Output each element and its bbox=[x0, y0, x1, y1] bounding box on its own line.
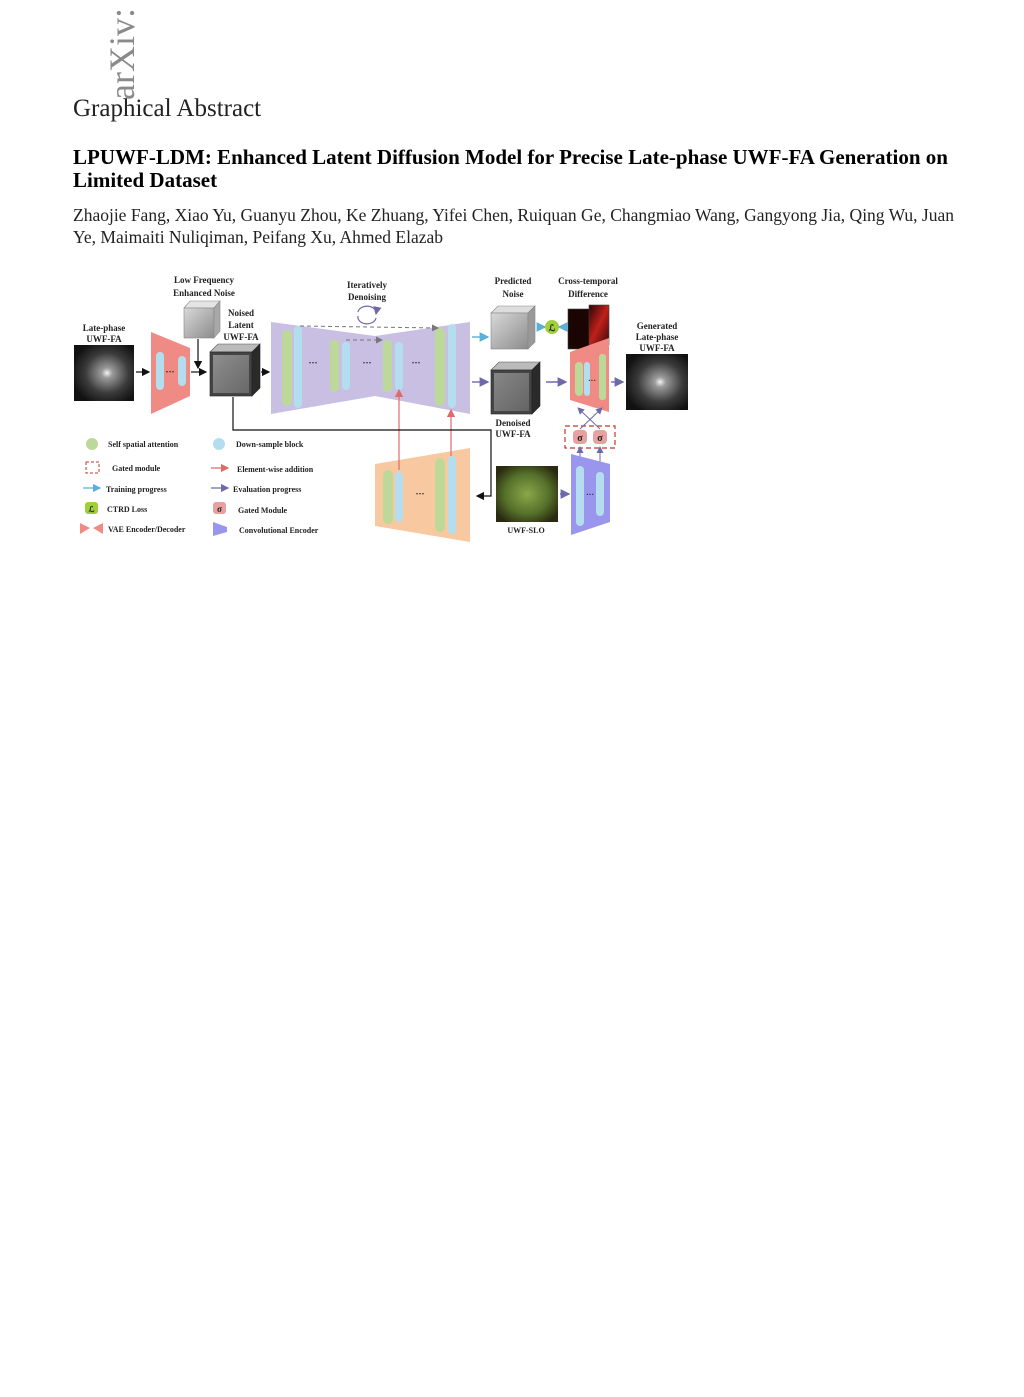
svg-text:Generated: Generated bbox=[636, 321, 678, 331]
svg-text:Low Frequency: Low Frequency bbox=[173, 275, 235, 285]
author-list: Zhaojie Fang, Xiao Yu, Guanyu Zhou, Ke Zhuang, Yifei Chen, Ruiquan Ge, Changmiao Wang, Gangyong Jia, Qing Wu, Juan Ye, Maimaiti Nuliqiman, Peifang Xu, Ahmed Elazab bbox=[73, 205, 955, 247]
svg-text:σ: σ bbox=[577, 433, 583, 444]
svg-text:···: ··· bbox=[415, 489, 425, 499]
arxiv-watermark: arXiv: bbox=[102, 8, 142, 100]
svg-text:···: ··· bbox=[362, 358, 372, 368]
svg-text:Denoised: Denoised bbox=[495, 418, 531, 428]
svg-text:Noised: Noised bbox=[227, 308, 255, 318]
predicted-noise-cube bbox=[491, 306, 535, 349]
graphical-abstract-heading: Graphical Abstract bbox=[73, 95, 262, 122]
svg-text:Late-phase: Late-phase bbox=[635, 332, 679, 342]
svg-text:Convolutional Encoder: Convolutional Encoder bbox=[239, 526, 319, 535]
svg-text:Difference: Difference bbox=[568, 289, 608, 299]
svg-text:Noise: Noise bbox=[502, 289, 524, 299]
paper-title: LPUWF-LDM: Enhanced Latent Diffusion Model for Precise Late-phase UWF-FA Generation on Limited Dataset bbox=[73, 145, 948, 192]
svg-text:σ: σ bbox=[597, 433, 603, 444]
late-phase-input-label bbox=[83, 323, 126, 344]
svg-text:···: ··· bbox=[308, 358, 318, 368]
svg-text:UWF-FA: UWF-FA bbox=[639, 343, 675, 353]
svg-text:···: ··· bbox=[165, 367, 175, 377]
uwf-slo-image bbox=[496, 466, 558, 522]
iterative-skip-arrow bbox=[300, 326, 438, 328]
svg-text:Late-phase: Late-phase bbox=[82, 323, 126, 333]
denoised-latent-cube bbox=[491, 362, 540, 414]
svg-text:Enhanced Noise: Enhanced Noise bbox=[173, 288, 235, 298]
svg-text:Element-wise addition: Element-wise addition bbox=[237, 465, 314, 474]
svg-text:UWF-FA: UWF-FA bbox=[495, 429, 531, 439]
noised-latent-label bbox=[223, 308, 259, 342]
graphical-abstract-figure bbox=[70, 266, 695, 546]
svg-text:Latent: Latent bbox=[228, 320, 254, 330]
svg-text:Gated module: Gated module bbox=[112, 464, 161, 473]
svg-text:···: ··· bbox=[411, 358, 421, 368]
denoised-uwf-fa-label bbox=[495, 418, 531, 439]
svg-text:Self spatial attention: Self spatial attention bbox=[108, 440, 179, 449]
low-frequency-noise-label bbox=[173, 275, 235, 298]
svg-text:Training progress: Training progress bbox=[106, 485, 167, 494]
svg-text:ℒ: ℒ bbox=[88, 505, 95, 514]
svg-text:UWF-FA: UWF-FA bbox=[86, 334, 122, 344]
svg-text:···: ··· bbox=[585, 490, 595, 499]
denoising-unet bbox=[271, 322, 470, 414]
noised-latent-cube bbox=[210, 344, 260, 396]
late-phase-uwf-fa-image bbox=[74, 345, 134, 401]
svg-text:CTRD Loss: CTRD Loss bbox=[107, 505, 148, 514]
svg-text:Denoising: Denoising bbox=[347, 292, 387, 302]
svg-text:Iteratively: Iteratively bbox=[347, 280, 387, 290]
generated-late-phase-label bbox=[636, 321, 679, 353]
svg-text:σ: σ bbox=[217, 504, 222, 514]
convolutional-encoder bbox=[571, 454, 610, 535]
legend bbox=[80, 438, 319, 536]
uwf-slo-label: UWF-SLO bbox=[507, 526, 545, 535]
predicted-noise-label bbox=[495, 276, 532, 299]
svg-text:Down-sample block: Down-sample block bbox=[236, 440, 304, 449]
svg-text:VAE Encoder/Decoder: VAE Encoder/Decoder bbox=[108, 525, 186, 534]
ctrd-loss-badge bbox=[545, 320, 559, 334]
low-frequency-noise-cube bbox=[184, 301, 220, 338]
svg-text:UWF-FA: UWF-FA bbox=[223, 332, 259, 342]
condition-encoder bbox=[375, 448, 470, 542]
svg-text:Evaluation progress: Evaluation progress bbox=[233, 485, 302, 494]
svg-text:Cross-temporal: Cross-temporal bbox=[558, 276, 618, 286]
generated-uwf-fa-image bbox=[626, 354, 688, 410]
svg-text:Predicted: Predicted bbox=[494, 276, 532, 286]
iterative-cycle-icon bbox=[358, 306, 376, 324]
cross-temporal-difference-label bbox=[558, 276, 618, 299]
vae-encoder bbox=[151, 332, 190, 414]
iterative-denoising-label bbox=[347, 280, 387, 302]
gated-module-box bbox=[565, 426, 615, 448]
svg-text:ℒ: ℒ bbox=[548, 323, 556, 333]
svg-text:Gated Module: Gated Module bbox=[238, 506, 288, 515]
svg-text:···: ··· bbox=[587, 376, 597, 385]
